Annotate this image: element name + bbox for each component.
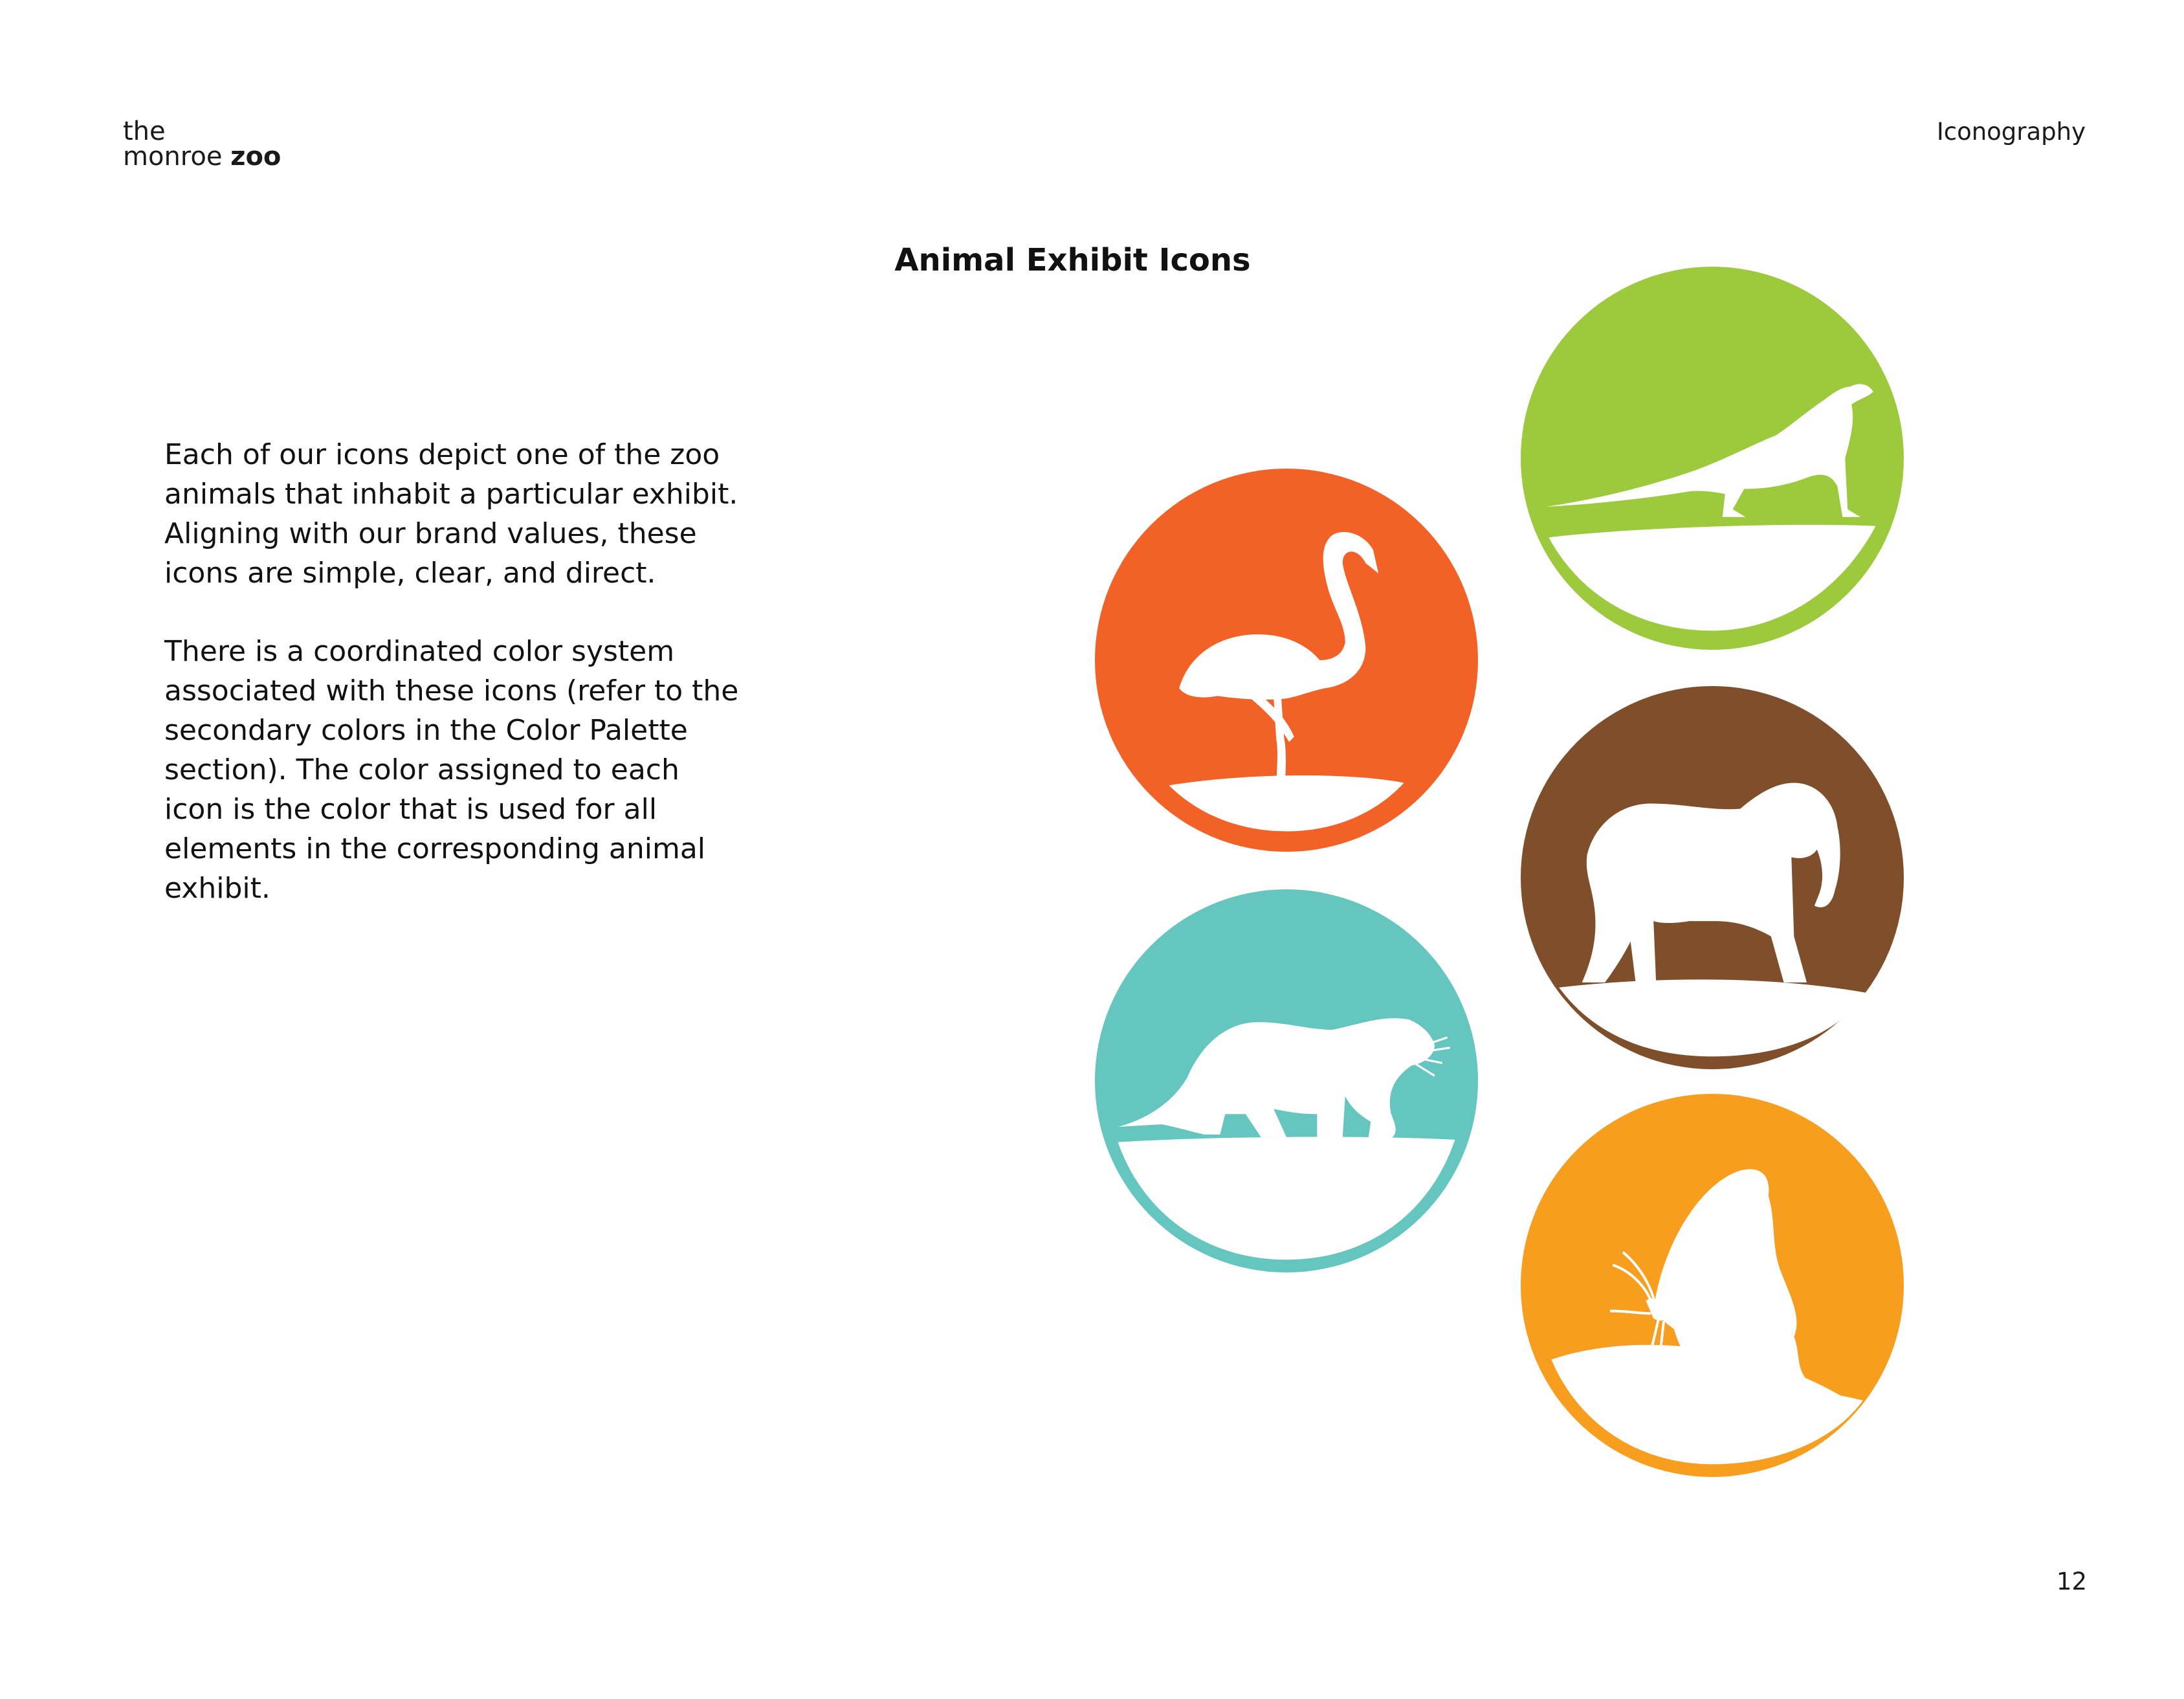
elephant-icon [1521, 686, 1904, 1069]
brand-logo [123, 119, 281, 170]
body-paragraph-1: Each of our icons depict one of the zoo animals that inhabit a particular exhibit. Aligning with our brand values, these icons are simple, clear, and direct. [164, 438, 738, 590]
body-paragraph-2: There is a coordinated color system associated with these icons (refer to the secondary colors in the Color Palette section). The color assigned to each icon is the color that is used for all elements in the corresponding animal exhibit. [164, 635, 739, 905]
logo-line-the: the [123, 117, 166, 146]
logo-monroe: monroe [123, 142, 223, 172]
logo-zoo: zoo [230, 142, 281, 172]
elephant-ground [1559, 979, 1866, 1056]
otter-icon [1095, 889, 1478, 1272]
logo-line-monroe-zoo [123, 144, 281, 170]
otter-ground [1118, 1137, 1455, 1260]
body-text [164, 435, 747, 947]
flamingo-icon [1095, 469, 1478, 852]
section-label: Iconography [1936, 118, 2086, 146]
lizard-icon [1521, 267, 1904, 650]
butterfly-icon [1521, 1094, 1904, 1477]
page-title: Animal Exhibit Icons [894, 242, 1251, 278]
page-number: 12 [2056, 1568, 2087, 1595]
lizard-ground [1549, 525, 1875, 631]
